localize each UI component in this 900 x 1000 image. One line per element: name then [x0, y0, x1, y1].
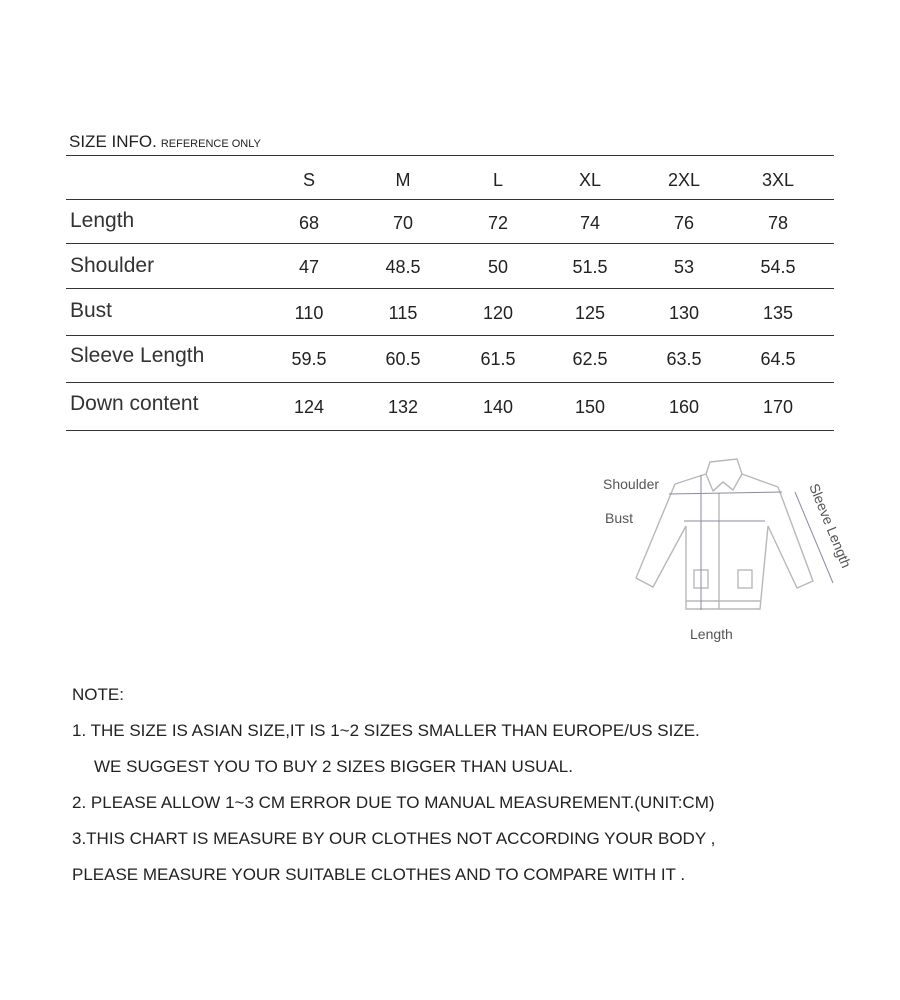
table-cell: 64.5 — [760, 349, 796, 369]
table-cell: 140 — [482, 397, 514, 417]
note-line-1: 1. THE SIZE IS ASIAN SIZE,IT IS 1~2 SIZES SMALLER THAN EUROPE/US SIZE. — [72, 721, 700, 740]
measure-lines — [669, 475, 833, 610]
row-label: Length — [70, 209, 135, 232]
table-cell: 59.5 — [291, 349, 327, 369]
title-subtitle: REFERENCE ONLY — [160, 138, 261, 150]
table-cell: 53 — [673, 257, 695, 277]
note-line-2: WE SUGGEST YOU TO BUY 2 SIZES BIGGER THAN USUAL. — [94, 757, 573, 776]
table-cell: 70 — [392, 213, 414, 233]
note-heading: NOTE: — [72, 685, 124, 704]
table-cell: 115 — [388, 303, 418, 323]
table-cell: 50 — [487, 257, 509, 277]
table-cell: 54.5 — [760, 257, 796, 277]
table-cell: 72 — [487, 213, 509, 233]
table-cell: 110 — [294, 303, 324, 323]
table-cell: 78 — [767, 213, 789, 233]
table-cell: 124 — [293, 397, 325, 417]
diagram-label-length: Length — [690, 626, 733, 642]
table-cell: 63.5 — [666, 349, 702, 369]
size-header-xl: XL — [578, 170, 602, 190]
table-cell: 61.5 — [480, 349, 516, 369]
table-cell: 170 — [762, 397, 794, 417]
table-row-down-content — [66, 383, 834, 431]
jacket-outline-icon — [636, 459, 813, 609]
row-label: Down content — [70, 392, 199, 415]
table-cell: 135 — [762, 303, 794, 323]
table-cell: 120 — [482, 303, 514, 323]
table-header-row — [66, 156, 834, 200]
row-label: Shoulder — [70, 254, 155, 277]
title-text: SIZE INFO. — [69, 132, 157, 151]
table-row-sleeve-length — [66, 336, 834, 383]
table-row-shoulder — [66, 244, 834, 289]
table-cell: 130 — [668, 303, 700, 323]
table-cell: 125 — [574, 303, 606, 323]
size-header-l: L — [492, 170, 503, 190]
size-info-title — [69, 132, 261, 152]
diagram-label-shoulder: Shoulder — [603, 476, 660, 492]
diagram-label-sleeve-length: Sleeve Length — [806, 481, 855, 571]
garment-measurement-diagram — [595, 455, 860, 650]
table-cell: 150 — [574, 397, 606, 417]
table-cell: 76 — [673, 213, 695, 233]
table-cell: 48.5 — [385, 257, 421, 277]
table-cell: 160 — [668, 397, 700, 417]
size-table — [66, 155, 834, 431]
size-header-s: S — [302, 170, 315, 190]
size-header-m: M — [395, 170, 411, 190]
table-cell: 51.5 — [572, 257, 608, 277]
table-cell: 47 — [298, 257, 320, 277]
diagram-label-bust: Bust — [605, 510, 634, 526]
row-label: Bust — [70, 299, 113, 322]
note-line-4: 3.THIS CHART IS MEASURE BY OUR CLOTHES NOT ACCORDING YOUR BODY , — [72, 829, 716, 848]
note-line-5: PLEASE MEASURE YOUR SUITABLE CLOTHES AND TO COMPARE WITH IT . — [72, 865, 686, 884]
row-label: Sleeve Length — [70, 344, 205, 367]
table-cell: 60.5 — [385, 349, 421, 369]
table-cell: 132 — [387, 397, 419, 417]
size-header-2xl: 2XL — [667, 170, 701, 190]
table-row-length — [66, 200, 834, 244]
note-line-3: 2. PLEASE ALLOW 1~3 CM ERROR DUE TO MANUAL MEASUREMENT.(UNIT:CM) — [72, 793, 715, 812]
table-row-bust — [66, 289, 834, 336]
size-header-3xl: 3XL — [761, 170, 795, 190]
table-cell: 74 — [579, 213, 601, 233]
table-cell: 62.5 — [572, 349, 608, 369]
table-cell: 68 — [298, 213, 320, 233]
